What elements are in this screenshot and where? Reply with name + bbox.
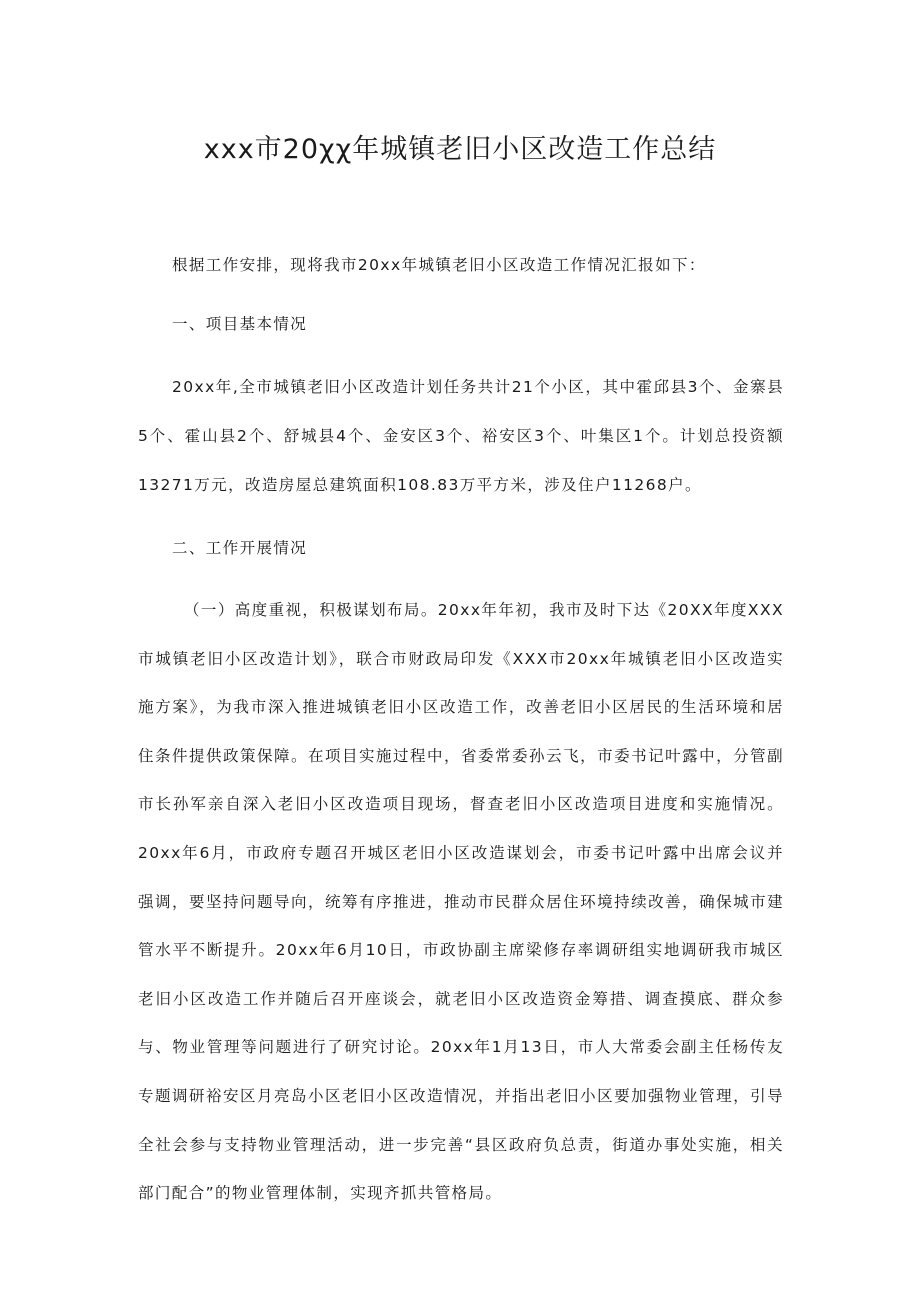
document-body xyxy=(138,245,784,1218)
intro-paragraph: 根据工作安排，现将我市20xx年城镇老旧小区改造工作情况汇报如下： xyxy=(172,256,706,274)
section-heading-basic-info: 一、项目基本情况 xyxy=(172,315,308,333)
work-progress-paragraph: （一）高度重视，积极谋划布局。20xx年年初，我市及时下达《20XX年度XXX市城镇老旧小区改造计划》，联合市财政局印发《XXX市20xx年城镇老旧小区改造实施方案》，为我市深入推进城镇老旧小区改造工作，改善老旧小区居民的生活环境和居住条件提供政策保障。在项目实施过程中，省委常委孙云飞，市委书记叶露中，分管副市长孙军亲自深入老旧小区改造项目现场，督查老旧小区改造项目进度和实施情况。20xx年6月，市政府专题召开城区老旧小区改造谋划会，市委书记叶露中出席会议并强调，要坚持问题导向，统筹有序推进，推动市民群众居住环境持续改善，确保城市建管水平不断提升。20xx年6月10日，市政协副主席梁修存率调研组实地调研我市城区老旧小区改造工作并随后召开座谈会，就老旧小区改造资金筹措、调查摸底、群众参与、物业管理等问题进行了研究讨论。20xx年1月13日，市人大常委会副主任杨传友专题调研裕安区月亮岛小区老旧小区改造情况，并指出老旧小区要加强物业管理，引导全社会参与支持物业管理活动，进一步完善“县区政府负总责，街道办事处实施，相关部门配合”的物业管理体制，实现齐抓共管格局。 xyxy=(138,601,784,1203)
section-heading-work-progress: 二、工作开展情况 xyxy=(172,539,308,557)
document-title: xxx市20χχ年城镇老旧小区改造工作总结 xyxy=(203,134,717,165)
basic-info-paragraph: 20xx年,全市城镇老旧小区改造计划任务共计21个小区，其中霍邱县3个、金寨县5个、霍山县2个、舒城县4个、金安区3个、裕安区3个、叶集区1个。计划总投资额13271万元，改造房屋总建筑面积108.83万平方米，涉及住户11268户。 xyxy=(138,378,784,494)
